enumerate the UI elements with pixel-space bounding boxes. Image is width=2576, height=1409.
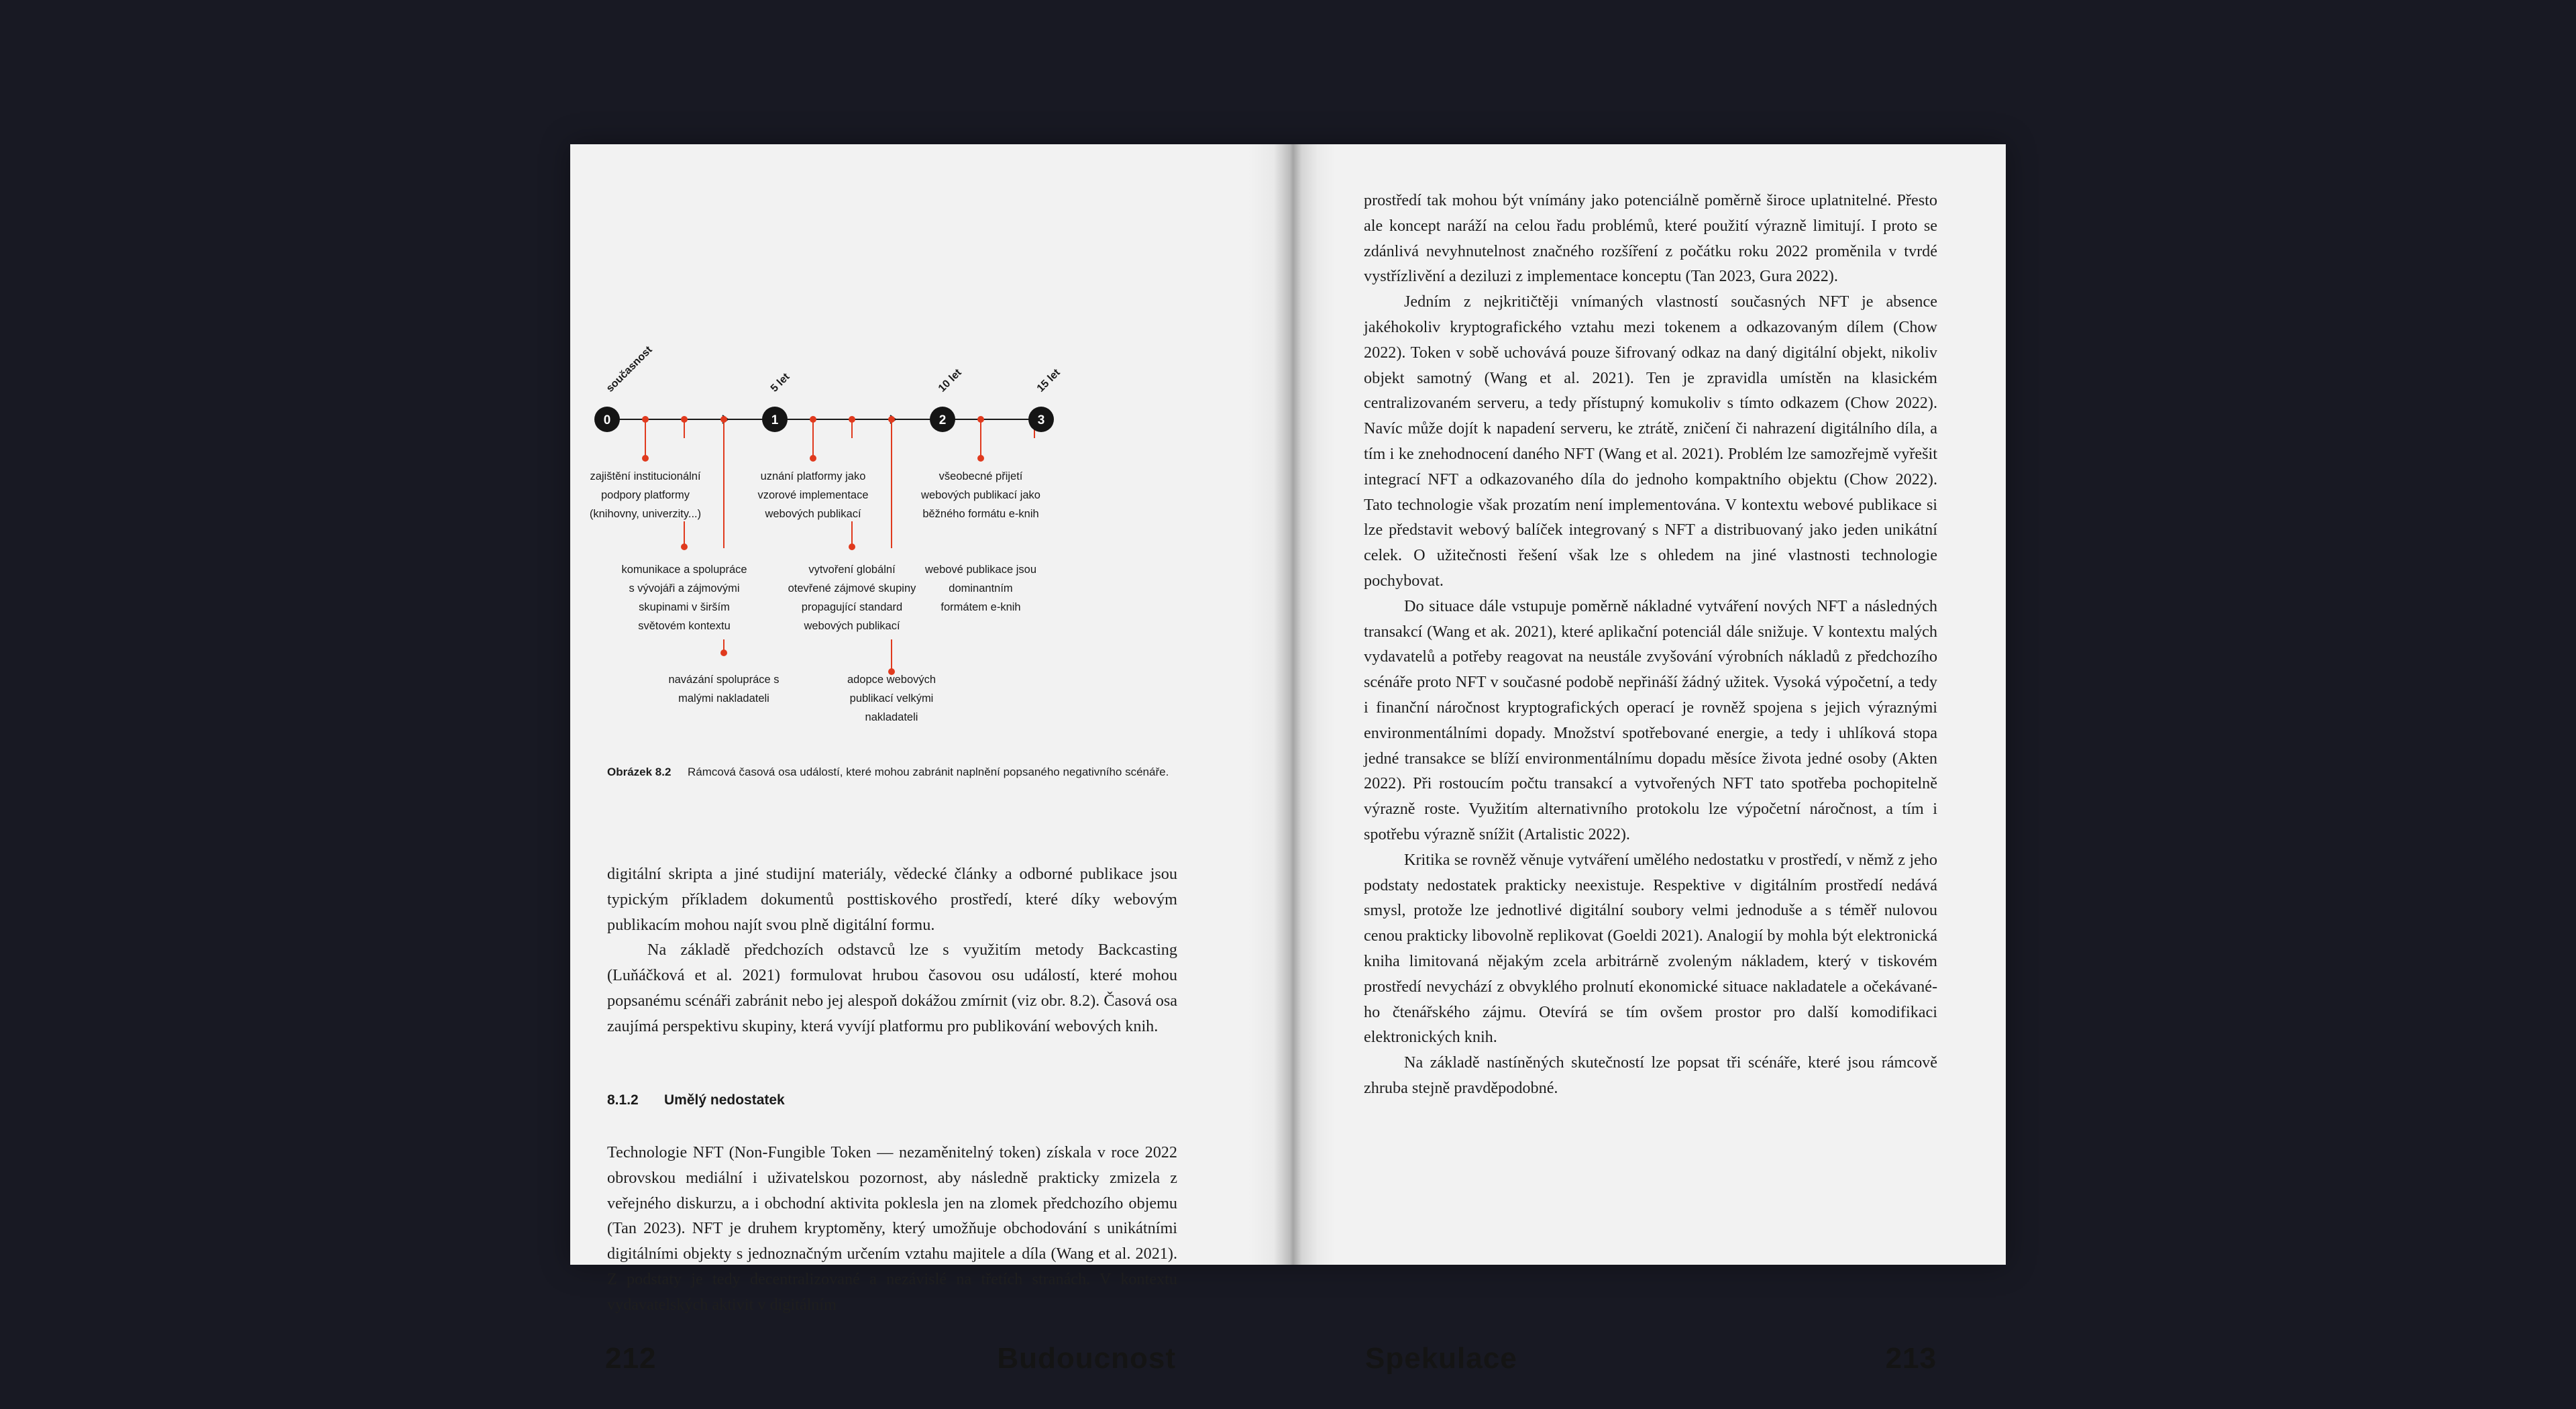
- event-label: navázání spolupráce s: [668, 674, 780, 686]
- event-label: malými nakladateli: [678, 692, 769, 704]
- event-dot: [849, 543, 855, 550]
- event-label: nakladateli: [865, 711, 918, 723]
- caption-text: Rámcová časová osa událostí, které mohou zabránit naplnění popsaného negativního scénáře.: [688, 766, 1169, 778]
- milestone-label: 10 let: [936, 366, 964, 395]
- event-label: formátem e-knih: [941, 601, 1021, 613]
- milestone-label: 15 let: [1034, 366, 1063, 395]
- event-label: všeobecné přijetí: [938, 470, 1023, 482]
- figure-caption: [607, 762, 1184, 783]
- event-label: otevřené zájmové skupiny: [788, 582, 916, 594]
- milestone-number: 3: [1037, 413, 1045, 427]
- milestone-number: 2: [938, 413, 947, 427]
- event-dot: [642, 416, 649, 423]
- right-body: [1364, 188, 1937, 1101]
- event-dot: [681, 416, 688, 423]
- left-page: [570, 144, 1288, 1375]
- section-heading: [607, 1092, 785, 1108]
- event-label: adopce webových: [847, 674, 936, 686]
- paragraph: Technologie NFT (Non-Fungible Token — nezaměnitelný token) získala v roce 2022 obrovskou mediální i uživatelskou pozornost, aby následně prakticky zmizela z veřejného diskurzu, a i obchodní aktivita poklesla jen na zlomek předchozího objemu (Tan 2023). NFT je druhem kryptoměny, který umožňuje obchodování s unikátními digitálními objekty s jednoznačným určením vztahu majitele a díla (Wang et al. 2021). Z podstaty je tedy decentralizované a nezávislé na třetích stranách. V kontextu vydavatelských aktivit v digitálním: [607, 1143, 1177, 1314]
- paragraph: Na základě nastíněných skutečností lze popsat tři scénáře, které jsou rámcově zhruba stejně pravděpodobné.: [1364, 1053, 1937, 1097]
- event-label: webových publikací: [765, 508, 861, 520]
- milestone-label: 5 let: [768, 371, 792, 395]
- event-label: propagující standard: [801, 601, 903, 613]
- event-dot: [810, 455, 816, 462]
- event-dot: [681, 543, 688, 550]
- event-label: vytvoření globální: [808, 564, 896, 576]
- event-label: podpory platformy: [600, 489, 690, 501]
- left-body-bottom: [607, 1140, 1177, 1318]
- milestone-label: současnost: [604, 344, 655, 395]
- caption-label: Obrázek 8.2: [607, 766, 672, 778]
- left-body-top: [607, 862, 1177, 1039]
- section-number: 8.1.2: [607, 1092, 639, 1108]
- event-label: webové publikace jsou: [924, 564, 1037, 576]
- event-label: skupinami v širším: [639, 601, 730, 613]
- event-dot: [642, 455, 649, 462]
- running-title: Budoucnost: [997, 1342, 1176, 1375]
- paragraph: Kritika se rovněž věnuje vytváření umělého nedostatku v prostředí, v němž z jeho podstaty nedostatek prakticky neexistuje. Respektive v digitálním prostředí nedává smysl, protože lze jednotlivé digitální soubory velmi jednoduše a s téměř nulovou cenou prakticky libovolně replikovat (Goeldi 2021). Analogií by mohla být elektronická kniha limitovaná nějakým zcela arbitrárně zvoleným nákladem, který v tiskovém prostředí nevychází z obvyklého prolnutí ekonomické situace nakladatele a očekávaného čtenářského zájmu. Otevírá se tím ovšem prostor pro další komodifikaci elektronických knih.: [1364, 850, 1937, 1047]
- event-dot: [977, 455, 984, 462]
- paragraph: Jedním z nejkritičtěji vnímaných vlastností současných NFT je absence jakéhokoliv kryptografického vztahu mezi tokenem a odkazovaným dílem (Chow 2022). Token v sobě uchovává pouze šifrovaný odkaz na daný digitální objekt, nikoliv objekt samotný (Wang et al. 2021). Ten je zpravidla umístěn na klasickém centralizovaném serveru, a tedy přístupný komukoliv s tímto odkazem (Chow 2022). Navíc může dojít k napadení serveru, ke ztrátě, zničení či nahrazení digitálního díla, a tím i ke znehodnocení daného NFT (Wang et al. 2021). Problém lze samozřejmě vyřešit integrací NFT a odkazovaného díla do jednoho kompaktního objektu (Chow 2022). Tato technologie však prozatím není implementována. V kontextu webové publikace si lze představit webový balíček integrovaný s NFT a distribuovaný jako jeden unikátní celek. O užitečnosti řešení však lze s ohledem na jiné vlastnosti technologie pochybovat.: [1364, 293, 1937, 590]
- event-dot: [888, 416, 895, 423]
- event-label: uznání platformy jako: [760, 470, 866, 482]
- event-dot: [810, 416, 816, 423]
- paragraph: digitální skripta a jiné studijní materiály, vědecké články a odborné publikace jsou typickým příkladem dokumentů posttiskového prostředí, které díky webovým publikacím mohou najít svou plně digitální formu.: [607, 865, 1177, 934]
- event-dot: [720, 416, 727, 423]
- milestone-3: [1028, 366, 1063, 432]
- page-number: 213: [1885, 1342, 1937, 1375]
- event-label: s vývojáři a zájmovými: [629, 582, 740, 594]
- running-title: Spekulace: [1365, 1342, 1517, 1375]
- event-label: webových publikací jako: [921, 489, 1040, 501]
- milestone-1: [762, 371, 792, 432]
- milestone-2: [930, 366, 964, 432]
- event-label: vzorové implementace: [757, 489, 869, 501]
- page-number: 212: [605, 1342, 657, 1375]
- event-dot: [849, 416, 855, 423]
- event-label: publikací velkými: [849, 692, 934, 704]
- event-label: běžného formátu e-knih: [922, 508, 1039, 520]
- event-label: komunikace a spolupráce: [621, 564, 747, 576]
- milestone-number: 0: [603, 413, 611, 427]
- event-dot: [720, 649, 727, 656]
- paragraph: Do situace dále vstupuje poměrně nákladné vytváření nových NFT a následných transakcí (Wang et ak. 2021), které aplikační potenciál dále snižuje. V kontextu malých vydavatelů a potřeby reagovat na neustále zvyšování výrobních nákladů z předchozího scénáře proto NFT v současné podobě nepřináší žádný užitek. Vysoká výpočetní, a tedy i finanční náročnost kryptografických operací je rovněž spojena s jejich výraznými environmentálními dopady. Množství spotřebované energie, a tedy i uhlíková stopa jedné transakce se blíží environmentálnímu dopadu měsíce života jedné osoby (Akten 2022). Při rostoucím počtu transakcí a vytvořených NFT tato spotřeba pochopitelně výrazně roste. Využitím alternativního protokolu lze výpočetní náročnost, a tím i spotřebu výrazně snížit (Artalistic 2022).: [1364, 596, 1937, 843]
- right-page: [1288, 144, 2006, 1375]
- paragraph: prostředí tak mohou být vnímány jako potenciálně poměrně široce uplatnitelné. Přesto ale koncept naráží na celou řadu problémů, které použití výrazně limitují. I proto se zdánlivá nevyhnutelnost značného rozšíření z počátku roku 2022 proměnila v tvrdé vystřízlivění a deziluzi z implementace konceptu (Tan 2023, Gura 2022).: [1364, 191, 1937, 286]
- book-spread: [570, 144, 2006, 1375]
- event-dot: [977, 416, 984, 423]
- event-label: světovém kontextu: [638, 620, 731, 632]
- event-label: (knihovny, univerzity...): [589, 508, 702, 520]
- event-label: dominantním: [949, 582, 1013, 594]
- event-label: zajištění institucionální: [590, 470, 701, 482]
- paragraph: Na základě předchozích odstavců lze s využitím metody Backcasting (Luňáčková et al. 2021) formulovat hrubou časovou osu událostí, které mohou popsanému scénáři zabránit nebo jej alespoň dokážou zmírnit (viz obr. 8.2). Časová osa zaujímá perspektivu skupiny, která vyvíjí platformu pro publikování webových knih.: [607, 941, 1177, 1035]
- event-label: webových publikací: [804, 620, 900, 632]
- section-title: Umělý nedostatek: [664, 1092, 785, 1108]
- timeline-diagram: [589, 339, 1075, 741]
- milestone-number: 1: [771, 413, 779, 427]
